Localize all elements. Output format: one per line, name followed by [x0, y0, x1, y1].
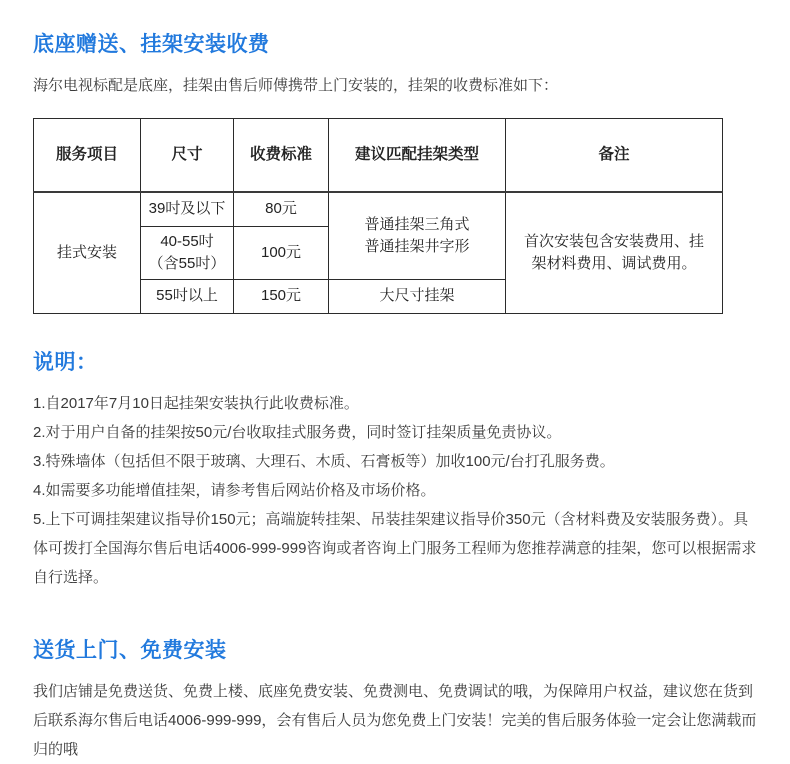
list-item: 2.对于用户自备的挂架按50元/台收取挂式服务费，同时签订挂架质量免责协议。 [33, 423, 562, 441]
cell-fee-row1: 80元 [234, 192, 329, 226]
list-item: 4.如需要多功能增值挂架，请参考售后网站价格及市场价格。 [33, 481, 436, 499]
fee-table-container [33, 100, 757, 314]
list-item: 5.上下可调挂架建议指导价150元；高端旋转挂架、吊装挂架建议指导价350元（含材料费及安装服务费）。具体可拨打全国海尔售后电话4006-999-999咨询或者咨询上门服务工程师为您推荐满意的挂架，您可以根据需求自行选择。 [33, 510, 757, 586]
list-item: 3.特殊墙体（包括但不限于玻璃、大理石、木质、石膏板等）加收100元/台打孔服务费。 [33, 452, 615, 470]
cell-size-row3: 55吋以上 [141, 279, 234, 313]
note-section-heading: 说明： [33, 350, 98, 374]
table-header-row [34, 119, 723, 193]
delivery-section-body: 我们店铺是免费送货、免费上楼、底座免费安装、免费测电、免费调试的哦，为保障用户权益，建议您在货到后联系海尔售后电话4006-999-999，会有售后人员为您免费上门安装！完美的售后服务体验一定会让您满载而归的哦 [33, 683, 757, 759]
header-cell-fee: 收费标准 [234, 119, 329, 193]
cell-type-merged [329, 192, 506, 279]
cell-service-name: 挂式安装 [34, 192, 141, 313]
fee-table-header [34, 119, 723, 193]
cell-fee-row3: 150元 [234, 279, 329, 313]
note-list [33, 375, 757, 592]
cell-size-row1: 39吋及以下 [141, 192, 234, 226]
cell-remark-merged [506, 192, 723, 313]
list-item: 1.自2017年7月10日起挂架安装执行此收费标准。 [33, 394, 359, 412]
cell-size-row2-line1: 40-55吋 [160, 232, 214, 250]
header-cell-type: 建议匹配挂架类型 [329, 119, 506, 193]
cell-type-merged-line2: 普通挂架井字形 [364, 237, 470, 255]
cell-type-row3: 大尺寸挂架 [329, 279, 506, 313]
fee-table-body [34, 192, 723, 313]
cell-fee-row2: 100元 [234, 226, 329, 279]
table-row [34, 192, 723, 226]
cell-size-row2 [141, 226, 234, 279]
delivery-section-heading: 送货上门、免费安装 [33, 638, 227, 662]
fee-section-intro: 海尔电视标配是底座，挂架由售后师傅携带上门安装的，挂架的收费标准如下： [33, 77, 559, 95]
header-cell-service: 服务项目 [34, 119, 141, 193]
cell-remark-line1: 首次安装包含安装费用、挂 [523, 232, 704, 250]
fee-section-heading: 底座赠送、挂架安装收费 [33, 33, 270, 56]
cell-size-row2-line2: （含55吋） [148, 254, 226, 272]
cell-type-merged-line1: 普通挂架三角式 [364, 215, 470, 233]
fee-table [33, 118, 723, 314]
header-cell-remark: 备注 [506, 119, 723, 193]
header-cell-size: 尺寸 [141, 119, 234, 193]
cell-remark-line2: 架材料费用、调试费用。 [531, 254, 697, 272]
